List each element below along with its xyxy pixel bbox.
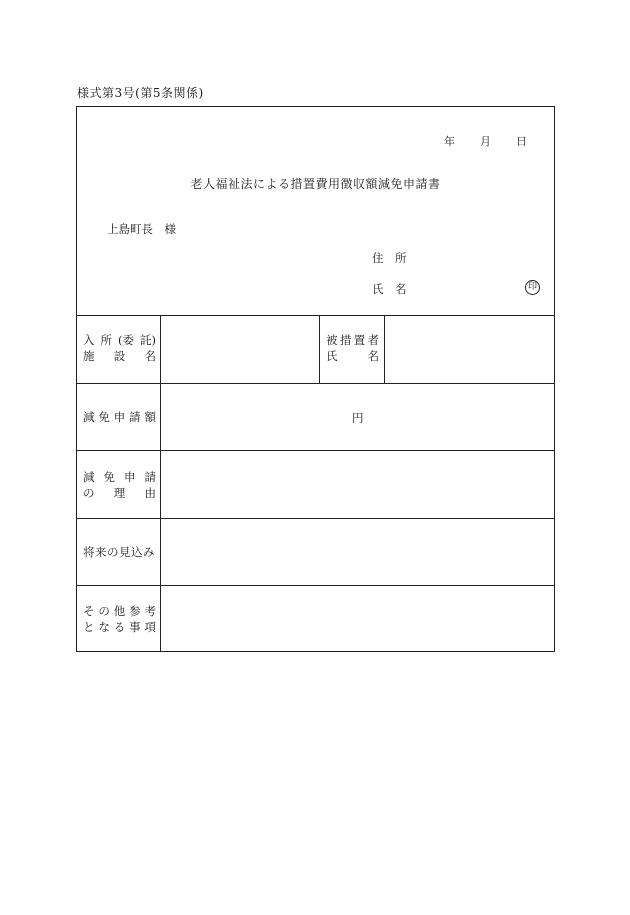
amount-unit: 円 — [352, 411, 364, 425]
reduction-amount-label: 減 免 申 請 額 — [83, 410, 156, 424]
form-number-label: 様式第3号(第5条関係) — [77, 86, 204, 100]
applicant-name-label: 氏 名 — [372, 282, 407, 296]
date-month-label: 月 — [480, 135, 491, 148]
applicant-address-label: 住 所 — [372, 251, 407, 265]
seal-icon: 印 — [525, 280, 540, 295]
addressee: 上島町長 様 — [107, 222, 176, 236]
facility-name-label: 入 所 (委 託) 施 設 名 — [83, 333, 156, 363]
form-title: 老人福祉法による措置費用徴収額減免申請書 — [190, 177, 441, 191]
application-form — [76, 106, 555, 652]
future-outlook-label: 将来の見込み — [83, 545, 155, 559]
person-name-label: 被 措 置 者 氏 名 — [326, 333, 379, 363]
reduction-reason-label: 減 免 申 請 の 理 由 — [83, 470, 156, 500]
date-day-label: 日 — [516, 135, 527, 148]
date-year-label: 年 — [444, 135, 455, 148]
other-reference-label: そ の 他 参 考 と な る 事 項 — [83, 604, 156, 634]
